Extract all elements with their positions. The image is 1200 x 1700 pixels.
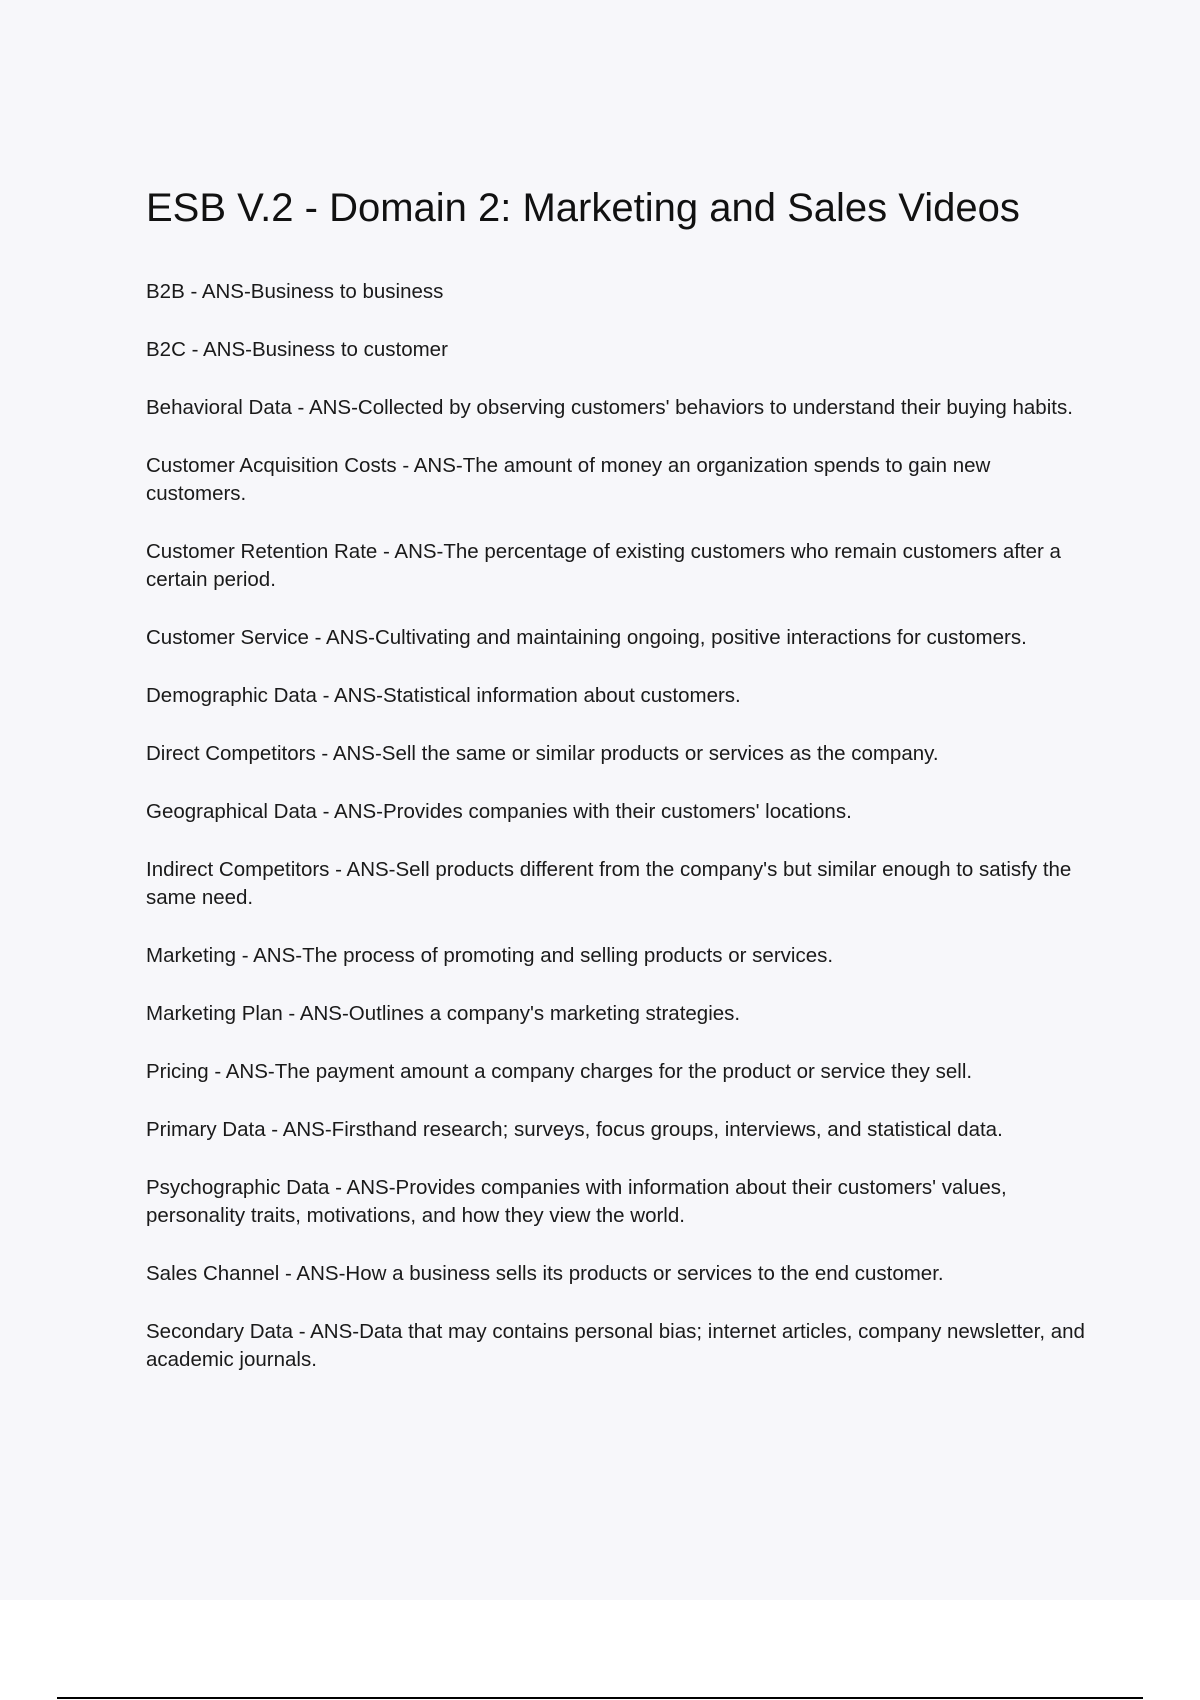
term-entry-marketing: Marketing - ANS-The process of promoting and selling products or services. xyxy=(146,944,834,967)
term-entry-sales-channel: Sales Channel - ANS-How a business sells its products or services to the end customer. xyxy=(146,1262,944,1285)
term-entry-demographic-data: Demographic Data - ANS-Statistical information about customers. xyxy=(146,684,741,707)
term-entry-b2c: B2C - ANS-Business to customer xyxy=(146,338,448,361)
term-list xyxy=(146,278,1086,1404)
page-title: ESB V.2 - Domain 2: Marketing and Sales Videos xyxy=(146,186,1020,230)
term-entry-b2b: B2B - ANS-Business to business xyxy=(146,280,444,303)
term-entry-pricing: Pricing - ANS-The payment amount a company charges for the product or service they sell. xyxy=(146,1060,973,1083)
term-entry-customer-service: Customer Service - ANS-Cultivating and maintaining ongoing, positive interactions for customers. xyxy=(146,626,1027,649)
term-entry-indirect-competitors: Indirect Competitors - ANS-Sell products different from the company's but similar enough to satisfy the same need. xyxy=(146,858,1072,909)
term-entry-geographical-data: Geographical Data - ANS-Provides companies with their customers' locations. xyxy=(146,800,852,823)
term-entry-primary-data: Primary Data - ANS-Firsthand research; surveys, focus groups, interviews, and statistical data. xyxy=(146,1118,1003,1141)
term-entry-customer-retention-rate: Customer Retention Rate - ANS-The percentage of existing customers who remain customers after a certain period. xyxy=(146,540,1061,591)
term-entry-marketing-plan: Marketing Plan - ANS-Outlines a company's marketing strategies. xyxy=(146,1002,741,1025)
term-entry-psychographic-data: Psychographic Data - ANS-Provides companies with information about their customers' values, personality traits, motivations, and how they view the world. xyxy=(146,1176,1007,1227)
term-entry-behavioral-data: Behavioral Data - ANS-Collected by observing customers' behaviors to understand their buying habits. xyxy=(146,396,1073,419)
term-entry-customer-acquisition-costs: Customer Acquisition Costs - ANS-The amount of money an organization spends to gain new customers. xyxy=(146,454,991,505)
footer-divider xyxy=(57,1697,1143,1699)
term-entry-direct-competitors: Direct Competitors - ANS-Sell the same or similar products or services as the company. xyxy=(146,742,939,765)
term-entry-secondary-data: Secondary Data - ANS-Data that may contains personal bias; internet articles, company newsletter, and academic journals. xyxy=(146,1320,1085,1371)
